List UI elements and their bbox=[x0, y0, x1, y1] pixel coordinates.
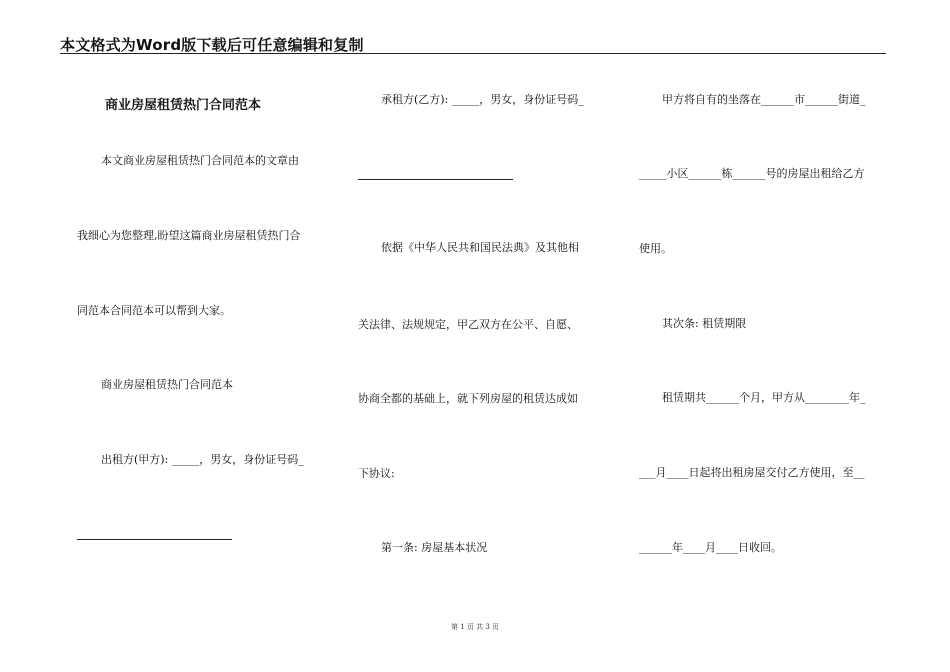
body-line: ___月____日起将出租房屋交付乙方使用，至__ bbox=[639, 466, 865, 479]
body-line: 使用。 bbox=[639, 242, 672, 255]
fill-in-blank-line bbox=[77, 539, 232, 540]
body-line: 甲方将自有的坐落在______市______街道_ bbox=[662, 93, 866, 106]
body-line: ______年____月____日收回。 bbox=[639, 541, 782, 554]
body-line: 下协议: bbox=[358, 467, 395, 480]
body-line: 依据《中华人民共和国民法典》及其他相 bbox=[381, 241, 579, 254]
text-column-2 bbox=[357, 0, 617, 620]
section-heading: 其次条: 租赁期限 bbox=[662, 317, 747, 330]
body-line: 租赁期共______个月，甲方从________年_ bbox=[662, 391, 866, 404]
page-number: 第 1 页 共 3 页 bbox=[450, 623, 500, 631]
body-line: 本文商业房屋租赁热门合同范本的文章由 bbox=[101, 154, 299, 167]
text-column-1 bbox=[75, 0, 335, 620]
body-line: 关法律、法规规定，甲乙双方在公平、自愿、 bbox=[358, 318, 578, 331]
fill-in-blank-line bbox=[358, 179, 513, 180]
document-title: 商业房屋租赁热门合同范本 bbox=[105, 98, 262, 113]
body-line: 商业房屋租赁热门合同范本 bbox=[101, 378, 233, 391]
body-line: _____小区______栋______号的房屋出租给乙方 bbox=[639, 167, 865, 180]
body-line: 出租方(甲方): _____，男女，身份证号码_ bbox=[101, 453, 304, 466]
text-column-3 bbox=[638, 0, 898, 620]
document-header-title: 本文格式为Word版下载后可任意编辑和复制 bbox=[60, 36, 364, 54]
body-line: 协商全都的基础上，就下列房屋的租赁达成如 bbox=[358, 392, 578, 405]
body-line: 同范本合同范本可以帮到大家。 bbox=[77, 304, 231, 317]
section-heading: 第一条: 房屋基本状况 bbox=[381, 541, 488, 554]
body-line: 承租方(乙方): _____，男女，身份证号码_ bbox=[381, 93, 584, 106]
body-line: 我细心为您整理,盼望这篇商业房屋租赁热门合 bbox=[77, 229, 301, 242]
